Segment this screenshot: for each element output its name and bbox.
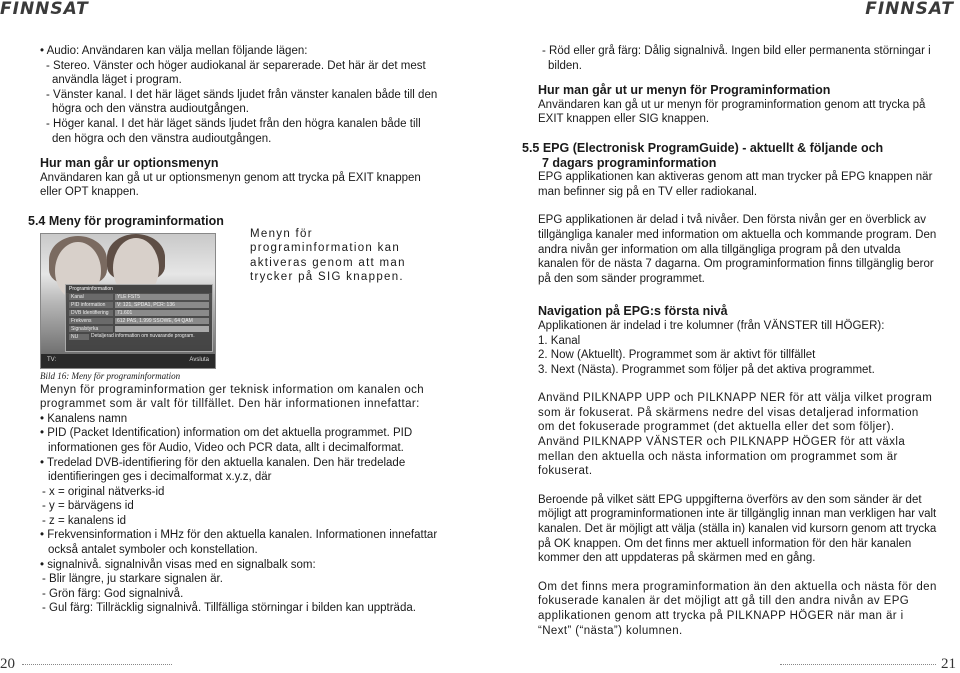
page-number-right: 21 bbox=[941, 656, 956, 672]
navigation-heading: Navigation på EPG:s första nivå bbox=[538, 304, 728, 319]
footer-dotted-line-right bbox=[780, 664, 936, 665]
osd-now-label: NU bbox=[69, 334, 89, 340]
signal-bar bbox=[115, 326, 209, 332]
osd-panel bbox=[65, 284, 213, 352]
audio-heading: • Audio: Användaren kan välja mellan följande lägen: bbox=[40, 45, 308, 57]
osd-row-label: Frekvens bbox=[69, 318, 113, 324]
osd-title: Programinformation bbox=[66, 285, 212, 293]
finnsat-logo-left: FINNSAT bbox=[0, 0, 89, 19]
nav-line: Applikationen är indelad i tre kolumner (från VÄNSTER till HÖGER): bbox=[538, 319, 885, 332]
audio-stereo: - Stereo. Vänster och höger audiokanal är separerade. Det här är det mest användla läget i program. bbox=[46, 59, 426, 87]
dvb-x: - x = original nätverks-id bbox=[42, 485, 165, 498]
epg-activate-text: EPG applikationen kan aktiveras genom att man trycker på EPG knappen när man befinner sig på en TV eller radiokanal. bbox=[538, 171, 933, 198]
osd-row bbox=[66, 309, 212, 317]
audio-left-channel: - Vänster kanal. I det här läget sänds ljudet från vänster kanalen både till den högra och den vänstra audioutgången. bbox=[46, 88, 438, 116]
osd-row bbox=[66, 293, 212, 301]
options-heading: Hur man går ur optionsmenyn bbox=[40, 156, 219, 171]
osd-footer-right: Avsluta bbox=[189, 357, 209, 364]
osd-footer bbox=[41, 354, 215, 368]
finnsat-logo-right: FINNSAT bbox=[865, 0, 954, 19]
osd-footer-left: TV: bbox=[47, 357, 57, 364]
body-intro: Menyn för programinformation ger teknisk information om kanalen och programmet som är valt för tillfället. Den här informationen innefattar: bbox=[40, 383, 425, 411]
nav-line: 2. Now (Aktuellt). Programmet som är aktivt för tillfället bbox=[538, 349, 816, 362]
bullet-signal: • signalnivå. signalnivån visas med en signalbalk som: bbox=[40, 558, 316, 571]
prog-exit-heading: Hur man går ut ur menyn för Programinformation bbox=[538, 83, 831, 98]
osd-now-text: Detaljerad information om nuvarande program. bbox=[91, 332, 195, 339]
nav-line: 3. Next (Nästa). Programmet som följer på det aktiva programmet. bbox=[538, 363, 875, 376]
audio-right-channel: - Höger kanal. I det här läget sänds ljudet från den högra kanalen både till den högra och den vänstra audioutgången. bbox=[46, 117, 421, 145]
osd-row bbox=[66, 325, 212, 333]
osd-row bbox=[66, 317, 212, 325]
section-heading-5-4: 5.4 Meny för programinformation bbox=[28, 213, 224, 228]
right-page-column bbox=[522, 44, 938, 638]
osd-row-value: 71.601 bbox=[115, 310, 209, 316]
figure-side-text: Menyn för programinformation kan aktiveras genom att man trycker på SIG knappen. bbox=[250, 227, 406, 284]
signal-longer: - Blir längre, ju starkare signalen är. bbox=[42, 573, 223, 586]
program-info-screenshot bbox=[40, 233, 216, 369]
bullet-frequency: • Frekvensinformation i MHz för den aktuella kanalen. Informationen innefattar också antalet symboler och konstellation. bbox=[40, 529, 438, 557]
osd-row-label: PID information bbox=[69, 302, 113, 308]
bullet-pid: • PID (Packet Identification) information om det aktuella programmet. PID informationen ges för Audio, Video och PCR data, allt i decimalformat. bbox=[40, 427, 413, 454]
options-text: Användaren kan gå ut ur optionsmenyn genom att trycka på EXIT knappen eller OPT knappen. bbox=[40, 171, 421, 199]
arrow-keys-text: Använd PILKNAPP UPP och PILKNAPP NER för att välja vilket program som är fokuserat. På skärmens nedre del visas detaljerad information om det fokuserade programmet (det aktuella eller det som följer). Använd PILKNAPP VÄNSTER och PILKNAPP HÖGER för att växla mellan den aktuella och nästa information om programmet som är fokuserat. bbox=[538, 392, 933, 478]
second-level-text: Om det finns mera programinformation än den aktuella och nästa för den fokuserade kanalen är det möjligt att gå till den andra nivån av EPG applikationen genom att trycka på PILKNAPP HÖGER när man är i “Next” (“nästa”) kolumnen. bbox=[538, 580, 937, 637]
osd-row-value: V: 121, SPDA1, PCR: 136 bbox=[115, 302, 209, 308]
dvb-y: - y = bärvägens id bbox=[42, 500, 134, 513]
osd-row-label: DVB Identifiering bbox=[69, 310, 113, 316]
signal-green: - Grön färg: God signalnivå. bbox=[42, 587, 184, 600]
osd-row-label: Signalstyrka bbox=[69, 326, 113, 332]
availability-text: Beroende på vilket sätt EPG uppgifterna överförs av den som sänder är det möjligt att programinformationen inte är tillgänglig innan man verkligen har valt kanalen. Det är möjligt att välja (ställa in) kanalen vid kursorn genom att trycka på OK knappen. Om det finns mer aktuell information för den här kanalen kommer den att uppdateras på skärmen med en gång. bbox=[538, 493, 937, 565]
osd-row-label: Kanal bbox=[69, 294, 113, 300]
figure-area bbox=[40, 227, 438, 383]
osd-now-row bbox=[66, 333, 212, 341]
signal-red: - Röd eller grå färg: Dålig signalnivå. Ingen bild eller permanenta störningar i bilden. bbox=[542, 45, 931, 72]
bullet-dvb: • Tredelad DVB-identifiering för den aktuella kanalen. Den här tredelade identifieringen ges i decimalformat x.y.z, där bbox=[40, 456, 406, 484]
bullet-channel-name: • Kanalens namn bbox=[40, 412, 128, 425]
osd-row bbox=[66, 301, 212, 309]
page-number-left: 20 bbox=[0, 656, 15, 672]
left-page-column bbox=[28, 44, 438, 616]
epg-levels-text: EPG applikationen är delad i två nivåer. Den första nivån ger en överblick av tillgängliga kanaler med information om aktuella och kommande program. Den andra nivån ger information om alla tillgängliga program på den utvalda kanalen för de nästa 7 dagarna. Om programinformation finns tillgänglig beror på den som sänder programmet. bbox=[538, 214, 937, 285]
dvb-z: - z = kanalens id bbox=[42, 514, 127, 527]
footer-dotted-line-left bbox=[22, 664, 172, 665]
section-heading-5-5-line2: 7 dagars programinformation bbox=[542, 155, 717, 170]
osd-row-value: 612 PAS, 1.999 SSOWE, 64 QAM bbox=[115, 318, 209, 324]
figure-caption: Bild 16: Meny för programinformation bbox=[40, 370, 181, 381]
signal-yellow: - Gul färg: Tillräcklig signalnivå. Tillfälliga störningar i bilden kan uppträda. bbox=[42, 602, 416, 615]
osd-row-value: YLE FST5 bbox=[115, 294, 209, 300]
nav-line: 1. Kanal bbox=[538, 334, 581, 347]
prog-exit-text: Användaren kan gå ut ur menyn för programinformation genom att trycka på EXIT knappen eller SIG knappen. bbox=[538, 98, 926, 126]
section-heading-5-5: 5.5 EPG (Electronisk ProgramGuide) - aktuellt & följande och bbox=[522, 140, 884, 155]
